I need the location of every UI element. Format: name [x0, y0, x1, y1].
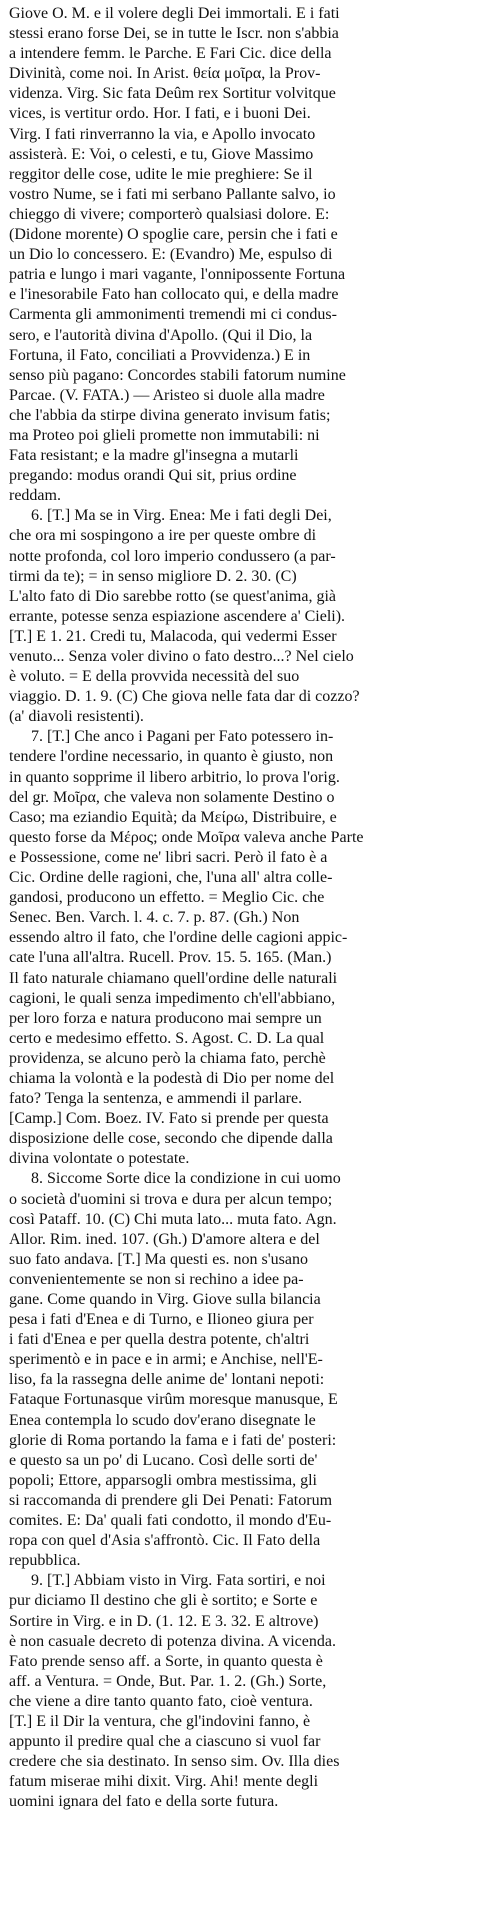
paragraph-p-9 — [9, 1571, 470, 1812]
text-line: liso, fa la rassegna delle anime de' lontani nepoti: — [9, 1371, 325, 1389]
text-line: 7. [T.] Che anco i Pagani per Fato potessero in- — [31, 728, 334, 746]
text-line: tendere l'ordine necessario, in quanto è giusto, non — [9, 748, 334, 766]
text-line: vices, is vertitur ordo. Hor. I fati, e i buoni Dei. — [9, 105, 311, 123]
text-line: Cic. Ordine delle ragioni, che, l'una all' altra colle- — [9, 869, 333, 887]
text-line: si raccomanda di prendere gli Dei Penati: Fatorum — [9, 1491, 333, 1509]
text-line: 6. [T.] Ma se in Virg. Enea: Me i fati degli Dei, — [31, 507, 332, 525]
text-line: sperimentò e in pace e in armi; e Anchise, nell'E- — [9, 1351, 323, 1369]
text-line: Carmenta gli ammonimenti tremendi mi ci condus- — [9, 306, 337, 324]
text-line: Il fato naturale chiamano quell'ordine delle naturali — [9, 969, 338, 987]
text-line: Fataque Fortunasque virûm moresque manusque, E — [9, 1391, 338, 1409]
text-line: uomini ignara del fato e della sorte futura. — [9, 1793, 279, 1811]
text-line: reggitor delle cose, udite le mie preghiere: Se il — [9, 165, 313, 183]
text-line: Sortire in Virg. e in D. (1. 12. E 3. 32. E altrove) — [9, 1612, 319, 1630]
text-line: Fata resistant; e la madre gl'insegna a mutarli — [9, 447, 299, 465]
text-line: ropa con quel d'Asia s'affrontò. Cic. Il Fato della — [9, 1532, 321, 1550]
text-line: che l'abbia da stirpe divina generato invisum fatis; — [9, 406, 331, 424]
text-line: pregando: modus orandi Qui sit, prius ordine — [9, 467, 297, 485]
text-line: in quanto sopprime il libero arbitrio, lo prova l'orig. — [9, 768, 340, 786]
text-line: Enea contempla lo scudo dov'erano disegnate le — [9, 1411, 316, 1429]
text-line: chiama la volontà e la podestà di Dio per nome del — [9, 1069, 335, 1087]
text-line: e Possessione, come ne' libri sacri. Però il fato è a — [9, 848, 328, 866]
text-line: a intendere femm. le Parche. E Fari Cic. dice della — [9, 45, 332, 63]
text-line: repubblica. — [9, 1552, 81, 1570]
text-line: glorie di Roma portando la fama e i fati de' posteri: — [9, 1431, 337, 1449]
text-line: cate l'una all'altra. Rucell. Prov. 15. 5. 165. (Man.) — [9, 949, 332, 967]
text-line: Divinità, come noi. In Arist. θεία μοῖρα, la Prov- — [9, 65, 321, 83]
text-line: [T.] E il Dir la ventura, che gl'indovini fanno, è — [9, 1712, 311, 1730]
text-line: Virg. I fati rinverranno la via, e Apollo invocato — [9, 125, 316, 143]
text-line: (a' diavoli resistenti). — [9, 708, 144, 726]
text-line: Giove O. M. e il volere degli Dei immortali. E i fati — [9, 5, 340, 22]
text-line: questo forse da Μέρος; onde Μοῖρα valeva anche Parte — [9, 828, 364, 846]
text-line: aff. a Ventura. = Onde, But. Par. 1. 2. (Gh.) Sorte, — [9, 1672, 327, 1690]
text-line: cagioni, le quali senza impedimento ch'ell'abbiano, — [9, 989, 336, 1007]
text-line: è voluto. = E della provvida necessità del suo — [9, 668, 300, 686]
text-line: e l'inesorabile Fato han collocato qui, e della madre — [9, 286, 339, 304]
text-line: del gr. Μοῖρα, che valeva non solamente Destino o — [9, 788, 335, 806]
text-line: popoli; Ettore, apparsogli ombra mestissima, gli — [9, 1471, 317, 1489]
text-line: 9. [T.] Abbiam visto in Virg. Fata sortiri, e noi — [31, 1572, 326, 1590]
paragraph-p-6 — [9, 506, 470, 727]
text-line: Parcae. (V. FATA.) — Aristeo si duole alla madre — [9, 386, 325, 404]
text-line: gane. Come quando in Virg. Giove sulla bilancia — [9, 1291, 321, 1308]
text-line: senso più pagano: Concordes stabili fatorum numine — [9, 366, 346, 384]
paragraph-p-7 — [9, 727, 470, 1169]
text-line: Caso; ma eziandio Equità; da Μείρω, Distribuire, e — [9, 808, 337, 826]
text-line: [T.] E 1. 21. Credi tu, Malacoda, qui vedermi Esser — [9, 627, 337, 645]
text-line: (Didone morente) O spoglie care, persin che i fati e — [9, 226, 338, 244]
text-line: Allor. Rim. ined. 107. (Gh.) D'amore altera e del — [9, 1230, 320, 1248]
text-line: divina volontate o potestate. — [9, 1150, 190, 1168]
text-line: che viene a dire tanto quanto fato, cioè ventura. — [9, 1692, 313, 1710]
text-line: pesa i fati d'Enea e di Turno, e Ilioneo giura per — [9, 1311, 314, 1329]
text-line: fatum miserae mihi dixit. Virg. Ahi! mente degli — [9, 1773, 319, 1791]
text-line: e questo sa un po' di Lucano. Così delle sorti de' — [9, 1451, 318, 1469]
text-line: assisterà. E: Voi, o celesti, e tu, Giove Massimo — [9, 145, 314, 163]
text-line: [Camp.] Com. Boez. IV. Fato si prende per questa — [9, 1110, 329, 1128]
text-line: fato? Tenga la sentenza, e ammendi il parlare. — [9, 1090, 303, 1108]
text-line: Senec. Ben. Varch. l. 4. c. 7. p. 87. (Gh.) Non — [9, 909, 300, 927]
text-line: videnza. Virg. Sic fata Deûm rex Sortitur volvitque — [9, 85, 336, 103]
text-line: suo fato andava. [T.] Ma questi es. non s'usano — [9, 1250, 308, 1268]
paragraph-p-cont — [9, 4, 470, 506]
text-line: gandosi, producono un effetto. = Meglio Cic. che — [9, 889, 325, 907]
text-line: chieggo di vivere; comporterò qualsiasi dolore. E: — [9, 205, 330, 223]
text-line: comites. E: Da' quali fati condotto, il mondo d'Eu- — [9, 1512, 332, 1530]
text-line: i fati d'Enea e per quella destra potente, ch'altri — [9, 1331, 310, 1349]
text-line: essendo altro il fato, che l'ordine delle cagioni appic- — [9, 929, 348, 947]
text-line: viaggio. D. 1. 9. (C) Che giova nelle fata dar di cozzo? — [9, 688, 360, 706]
text-line: venuto... Senza voler divino o fato destro...? Nel cielo — [9, 648, 354, 665]
text-line: vostro Nume, se i fati mi serbano Pallante salvo, io — [9, 185, 336, 203]
text-line: Fortuna, il Fato, conciliati a Provvidenza.) E in — [9, 346, 311, 364]
text-line: 8. Siccome Sorte dice la condizione in cui uomo — [31, 1170, 341, 1188]
text-line: Fato prende senso aff. a Sorte, in quanto questa è — [9, 1652, 323, 1670]
text-line: providenza, se alcuno però la chiama fato, perchè — [9, 1049, 326, 1067]
text-line: così Pataff. 10. (C) Chi muta lato... muta fato. Agn. — [9, 1210, 337, 1228]
text-line: tirmi da te); = in senso migliore D. 2. 30. (C) — [9, 567, 297, 585]
text-line: certo e medesimo effetto. S. Agost. C. D. La qual — [9, 1029, 325, 1047]
paragraph-p-8 — [9, 1169, 470, 1571]
text-line: stessi erano forse Dei, se in tutte le Iscr. non s'abbia — [9, 25, 339, 43]
text-line: disposizione delle cose, secondo che dipende dalla — [9, 1130, 333, 1148]
text-line: pur diciamo Il destino che gli è sortito; e Sorte e — [9, 1592, 318, 1610]
text-line: notte profonda, col loro imperio condussero (a par- — [9, 547, 336, 565]
text-line: un Dio lo concessero. E: (Evandro) Me, espulso di — [9, 246, 333, 264]
text-line: appunto il predire qual che a ciascuno si vuol far — [9, 1733, 321, 1751]
text-line: patria e lungo i mari vagante, l'onnipossente Fortuna — [9, 266, 346, 284]
text-line: errante, potesse senza espiazione ascendere a' Cieli). — [9, 607, 346, 625]
text-line: che ora mi sospingono a ire per queste ombre di — [9, 527, 317, 545]
text-line: convenientemente se non si rechino a idee pa- — [9, 1270, 304, 1288]
text-line: sero, e l'autorità divina d'Apollo. (Qui il Dio, la — [9, 326, 313, 344]
text-line: L'alto fato di Dio sarebbe rotto (se quest'anima, già — [9, 587, 336, 605]
text-line: credere che sia destinato. In senso sim. Ov. Illa dies — [9, 1753, 340, 1771]
text-line: ma Proteo poi glieli promette non immutabili: ni — [9, 426, 320, 444]
text-line: è non casuale decreto di potenza divina. A vicenda. — [9, 1632, 336, 1650]
text-line: per loro forza e natura producono mai sempre un — [9, 1009, 322, 1027]
text-line: o società d'uomini si trova e dura per alcun tempo; — [9, 1190, 333, 1208]
text-line: reddam. — [9, 487, 61, 505]
